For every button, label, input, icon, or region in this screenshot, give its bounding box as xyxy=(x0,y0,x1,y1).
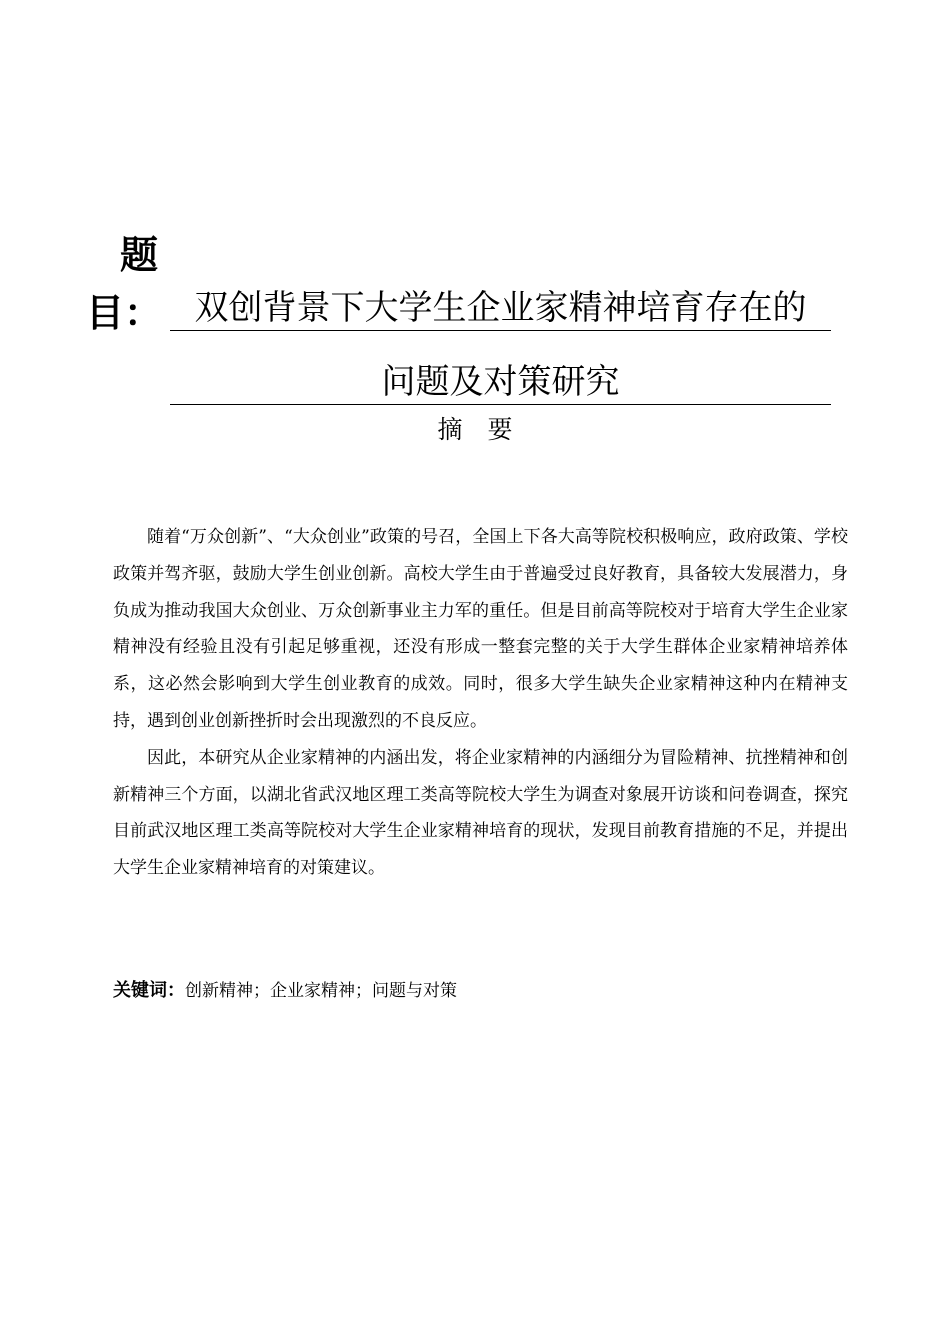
thesis-title-line-2: 问题及对策研究 xyxy=(170,360,831,405)
thesis-title-line-1: 双创背景下大学生企业家精神培育存在的 xyxy=(170,286,831,331)
abstract-paragraph-2: 因此，本研究从企业家精神的内涵出发，将企业家精神的内涵细分为冒险精神、抗挫精神和创新精神三个方面，以湖北省武汉地区理工类高等院校大学生为调查对象展开访谈和问卷调查，探究目前武汉地区理工类高等院校对大学生企业家精神培育的现状，发现目前教育措施的不足，并提出大学生企业家精神培育的对策建议。 xyxy=(113,747,848,879)
title-label-char-1: 题 xyxy=(120,233,159,277)
keywords-value: 创新精神；企业家精神；问题与对策 xyxy=(185,981,457,1001)
abstract-paragraph-1: 随着“万众创新”、“大众创业”政策的号召，全国上下各大高等院校积极响应，政府政策、学校政策并驾齐驱，鼓励大学生创业创新。高校大学生由于普遍受过良好教育，具备较大发展潜力，身负成为推动我国大众创业、万众创新事业主力军的重任。但是目前高等院校对于培育大学生企业家精神没有经验且没有引起足够重视，还没有形成一整套完整的关于大学生群体企业家精神培养体系，这必然会影响到大学生创业教育的成效。同时，很多大学生缺失企业家精神这种内在精神支持，遇到创业创新挫折时会出现激烈的不良反应。 xyxy=(113,527,848,731)
keywords-label: 关键词： xyxy=(113,980,185,1001)
keywords-line xyxy=(113,976,457,1006)
title-label-char-2: 目： xyxy=(86,291,163,335)
abstract-heading: 摘 要 xyxy=(437,415,513,444)
abstract-body xyxy=(113,519,848,887)
